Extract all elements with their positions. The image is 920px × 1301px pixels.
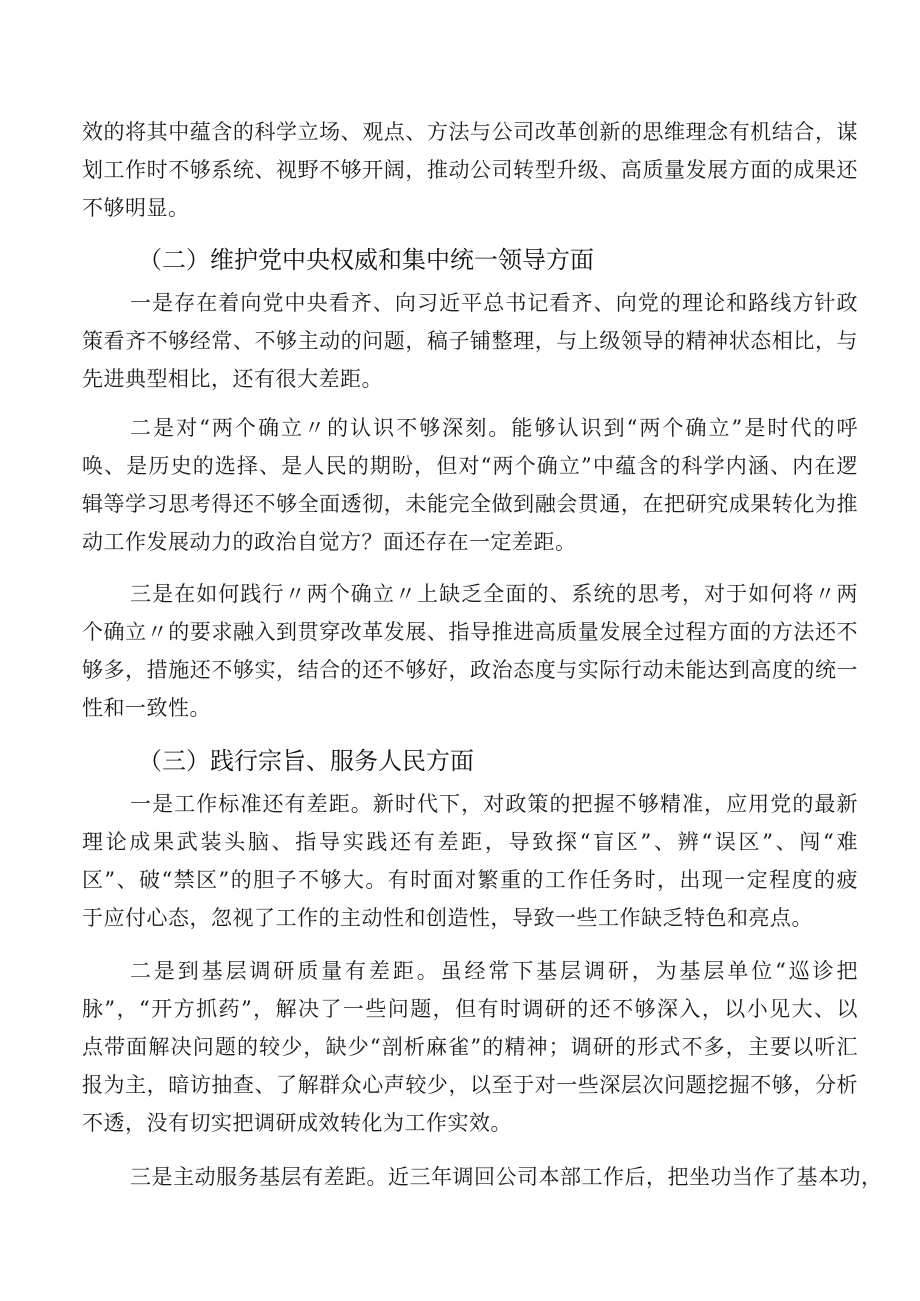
text-line: 不透，没有切实把调研成效转化为工作实效。 [82,1111,512,1135]
text-line: 点带面解决问题的较少，缺少“剖析麻雀”的精神；调研的形式不多，主要以听汇 [82,1035,858,1059]
section2-paragraph-1 [82,284,858,398]
text-line: 够多，措施还不够实，结合的还不够好，政治态度与实际行动未能达到高度的统一 [82,658,858,682]
text-line: 一是存在着向党中央看齐、向习近平总书记看齐、向党的理论和路线方针政 [130,291,858,315]
text-line: 二是对“两个确立〃的认识不够深刻。能够认识到“两个确立”是时代的呼 [130,416,858,440]
text-line: 动工作发展动力的政治自觉方？面还存在一定差距。 [82,530,577,554]
text-line: 先进典型相比，还有很大差距。 [82,367,383,391]
section2-paragraph-3 [82,575,858,727]
text-line: 不够明显。 [82,196,190,220]
section3-paragraph-1 [82,785,858,937]
text-line: 性和一致性。 [82,696,211,720]
text-line: 三是在如何践行〃两个确立〃上缺乏全面的、系统的思考，对于如何将〃两 [130,582,858,606]
text-line: 划工作时不够系统、视野不够开阔，推动公司转型升级、高质量发展方面的成果还 [82,158,858,182]
section3-paragraph-2 [82,952,858,1142]
text-line: 策看齐不够经常、不够主动的问题，稿子铺整理，与上级领导的精神状态相比，与 [82,329,858,353]
text-line: 三是主动服务基层有差距。近三年调回公司本部工作后，把坐功当作了基本功， [130,1165,883,1189]
text-line: 于应付心态，忽视了工作的主动性和创造性，导致一些工作缺乏特色和亮点。 [82,906,813,930]
text-line: 理论成果武装头脑、指导实践还有差距，导致探“盲区”、辨“误区”、闯“难 [82,830,858,854]
text-line: 辑等学习思考得还不够全面透彻，未能完全做到融会贯通，在把研究成果转化为推 [82,492,858,516]
text-line: 区”、破“禁区”的胆子不够大。有时面对繁重的工作任务时，出现一定程度的疲 [82,868,858,892]
section-heading-3: （三）践行宗旨、服务人民方面 [138,747,474,775]
text-line: 唤、是历史的选择、是人民的期盼，但对“两个确立”中蕴含的科学内涵、内在逻 [82,454,858,478]
text-line: 一是工作标准还有差距。新时代下，对政策的把握不够精准，应用党的最新 [130,792,858,816]
text-line: 报为主，暗访抽查、了解群众心声较少，以至于对一些深层次问题挖掘不够，分析 [82,1073,858,1097]
section3-paragraph-3 [82,1158,883,1196]
text-line: 效的将其中蕴含的科学立场、观点、方法与公司改革创新的思维理念有机结合，谋 [82,120,858,144]
section2-paragraph-2 [82,409,858,561]
text-line: 个确立〃的要求融入到贯穿改革发展、指导推进高质量发展全过程方面的方法还不 [82,620,858,644]
text-line: 脉”，“开方抓药”，解决了一些问题，但有时调研的还不够深入，以小见大、以 [82,997,858,1021]
intro-paragraph [82,113,858,227]
text-line: 二是到基层调研质量有差距。虽经常下基层调研，为基层单位“巡诊把 [130,959,858,983]
section-heading-2: （二）维护党中央权威和集中统一领导方面 [138,246,594,274]
